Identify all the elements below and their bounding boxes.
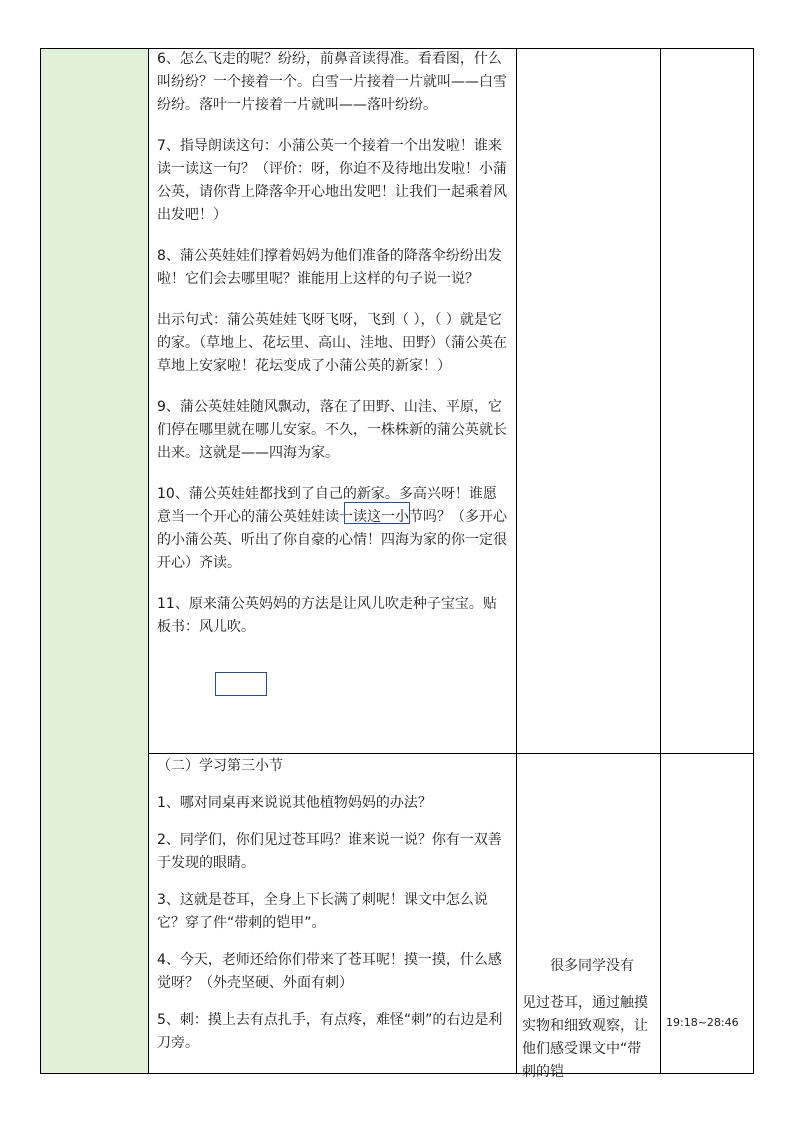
step-paragraph: 3、这就是苍耳，全身上下长满了刺呢！课文中怎么说它？穿了件“带刺的铠甲”。 <box>157 892 488 931</box>
row-divider <box>148 753 754 754</box>
step-paragraph: 10、蒲公英娃娃都找到了自己的新家。多高兴呀！谁愿意当一个开心的蒲公英娃娃读一读这一小节吗？（多开心的小蒲公英、听出了你自豪的心情！四海为家的你一定很开心）齐读。 <box>157 486 507 571</box>
note-rest: 见过苍耳，通过触摸实物和细致观察，让他们感受课文中“带刺的铠 <box>522 995 648 1080</box>
step-paragraph: 7、指导朗读这句：小蒲公英一个接着一个出发啦！谁来读一读这一句？（评价：呀，你迫不及待地出发啦！小蒲公英，请你背上降落伞开心地出发吧！让我们一起乘着风出发吧！） <box>157 138 507 223</box>
video-timestamp: 19:18~28:46 <box>666 1016 739 1029</box>
lesson-steps-dandelion <box>157 48 509 657</box>
highlight-box <box>344 502 410 524</box>
highlight-box <box>215 672 267 696</box>
table-divider-2 <box>516 48 517 1074</box>
step-paragraph: 4、今天，老师还给你们带来了苍耳呢！摸一摸，什么感觉呀？（外壳坚硬、外面有刺） <box>157 952 502 991</box>
step-paragraph: 出示句式：蒲公英娃娃飞呀飞呀，飞到（ ），（ ）就是它的家。（草地上、花坛里、高山、洼地、田野）（蒲公英在草地上安家啦！花坛变成了小蒲公英的新家！） <box>157 312 507 374</box>
step-paragraph: 6、怎么飞走的呢？纷纷，前鼻音读得准。看看图，什么叫纷纷？一个接着一个。白雪一片接着一片就叫——白雪纷纷。落叶一片接着一片就叫——落叶纷纷。 <box>157 51 507 113</box>
step-paragraph: 1、哪对同桌再来说说其他植物妈妈的办法？ <box>157 795 432 811</box>
table-divider-1 <box>148 48 149 1074</box>
step-paragraph: 5、刺：摸上去有点扎手，有点疼，难怪“刺”的右边是利刀旁。 <box>157 1012 503 1051</box>
step-paragraph: 9、蒲公英娃娃随风飘动，落在了田野、山洼、平原，它们停在哪里就在哪儿安家。不久，一株株新的蒲公英就长出来。这就是——四海为家。 <box>157 399 507 461</box>
step-paragraph: 11、原来蒲公英妈妈的方法是让风儿吹走种子宝宝。贴板书：风儿吹。 <box>157 596 497 635</box>
table-border-right <box>753 48 754 1074</box>
table-divider-3 <box>660 48 661 1074</box>
table-border-left <box>40 48 41 1074</box>
step-paragraph: 8、蒲公英娃娃们撑着妈妈为他们准备的降落伞纷纷出发啦！它们会去哪里呢？谁能用上这样的句子说一说？ <box>157 248 502 287</box>
note-first-line: 很多同学没有 <box>550 958 634 974</box>
lesson-steps-cocklebur <box>157 755 509 1069</box>
design-intent-note <box>522 941 654 1098</box>
section-heading: （二）学习第三小节 <box>157 758 283 774</box>
shaded-column <box>41 49 148 1073</box>
step-paragraph: 2、同学们，你们见过苍耳吗？谁来说一说？你有一双善于发现的眼睛。 <box>157 832 502 871</box>
